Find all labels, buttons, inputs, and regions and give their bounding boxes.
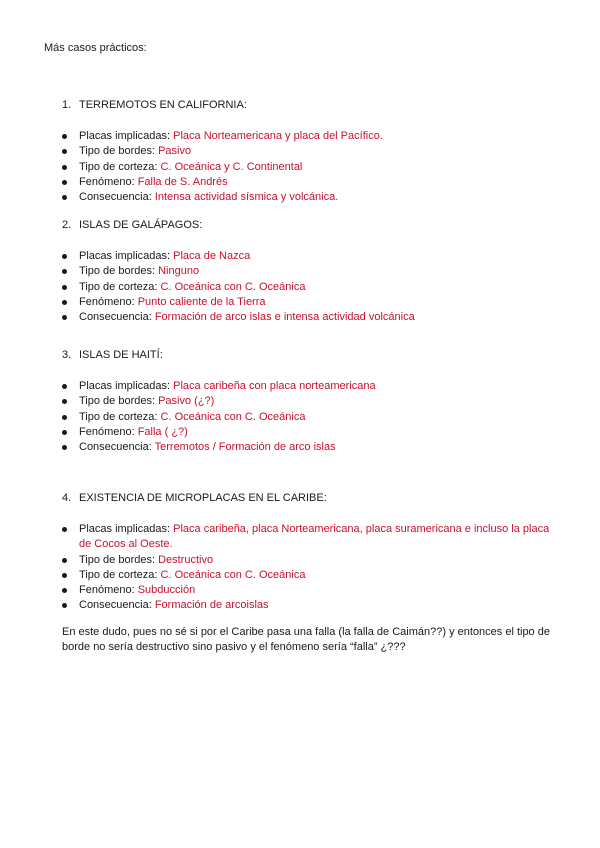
list-item bbox=[62, 310, 562, 325]
list-item bbox=[62, 280, 562, 295]
list-item bbox=[62, 522, 562, 553]
item-value: Placa de Nazca bbox=[173, 250, 251, 262]
bullet-icon bbox=[62, 415, 67, 420]
bullet-icon bbox=[62, 300, 67, 305]
bullet-icon bbox=[62, 269, 67, 274]
item-value: Placa Norteamericana y placa del Pacífico. bbox=[173, 130, 383, 142]
item-list bbox=[62, 129, 562, 205]
list-item bbox=[62, 583, 562, 598]
item-value: C. Oceánica con C. Oceánica bbox=[160, 280, 306, 293]
item-label: Fenómeno: bbox=[79, 425, 138, 438]
item-label: Consecuencia: bbox=[79, 441, 155, 454]
list-item bbox=[62, 264, 562, 279]
bullet-icon bbox=[62, 254, 67, 259]
list-item bbox=[62, 440, 562, 455]
item-value: Destructivo bbox=[158, 553, 214, 566]
bullet-icon bbox=[62, 430, 67, 435]
item-label: Placas implicadas: bbox=[79, 250, 174, 262]
bullet-icon bbox=[62, 149, 67, 154]
item-label: Tipo de bordes: bbox=[79, 395, 159, 408]
item-label: Tipo de corteza: bbox=[79, 280, 161, 293]
section-1 bbox=[62, 98, 562, 205]
section-title-text: EXISTENCIA DE MICROPLACAS EN EL CARIBE: bbox=[79, 492, 327, 504]
item-label: Tipo de corteza: bbox=[79, 410, 161, 423]
item-value: C. Oceánica con C. Oceánica bbox=[160, 568, 306, 581]
item-label: Tipo de bordes: bbox=[79, 265, 159, 278]
item-label: Tipo de corteza: bbox=[79, 160, 161, 173]
bullet-icon bbox=[62, 165, 67, 170]
item-value: Formación de arco islas e intensa actividad volcánica bbox=[154, 311, 415, 324]
bullet-icon bbox=[62, 399, 67, 404]
section-number: 2. bbox=[62, 219, 72, 231]
list-item bbox=[62, 175, 562, 190]
item-value: C. Oceánica con C. Oceánica bbox=[160, 410, 306, 423]
bullet-icon bbox=[62, 134, 67, 139]
list-item bbox=[62, 190, 562, 205]
section-2 bbox=[62, 218, 562, 325]
item-value: Ninguno bbox=[158, 265, 200, 278]
list-item bbox=[62, 249, 562, 264]
list-item bbox=[62, 160, 562, 175]
list-item bbox=[62, 568, 562, 583]
bullet-icon bbox=[62, 285, 67, 290]
item-list bbox=[62, 379, 562, 455]
item-value: C. Oceánica y C. Continental bbox=[160, 160, 303, 173]
item-label: Tipo de corteza: bbox=[79, 568, 161, 581]
list-item bbox=[62, 295, 562, 310]
section-number: 3. bbox=[62, 349, 72, 361]
list-item bbox=[62, 425, 562, 440]
item-label: Placas implicadas: bbox=[79, 523, 174, 535]
item-value: Subducción bbox=[137, 584, 196, 597]
item-value: Terremotos / Formación de arco islas bbox=[154, 441, 336, 454]
list-item bbox=[62, 144, 562, 159]
item-value: Placa caribeña con placa norteamericana bbox=[173, 380, 376, 392]
bullet-icon bbox=[62, 445, 67, 450]
section-4 bbox=[62, 491, 562, 614]
closing-note: En este dudo, pues no sé si por el Caribe pasa una falla (la falla de Caimán??) y entonces el tipo de borde no sería destructivo sino pasivo y el fenómeno sería “falla” ¿??? bbox=[62, 626, 550, 654]
list-item bbox=[62, 394, 562, 409]
section-title-text: ISLAS DE GALÁPAGOS: bbox=[79, 219, 203, 231]
section-3 bbox=[62, 348, 562, 455]
list-item bbox=[62, 410, 562, 425]
bullet-icon bbox=[62, 603, 67, 608]
section-title bbox=[62, 218, 562, 232]
list-item bbox=[62, 598, 562, 613]
bullet-icon bbox=[62, 558, 67, 563]
item-value: Falla ( ¿?) bbox=[137, 425, 188, 438]
bullet-icon bbox=[62, 195, 67, 200]
list-item bbox=[62, 553, 562, 568]
item-label: Tipo de bordes: bbox=[79, 553, 159, 566]
item-value: Pasivo bbox=[158, 145, 192, 158]
item-list bbox=[62, 249, 562, 325]
item-value: Formación de arcoislas bbox=[154, 599, 269, 612]
item-label: Consecuencia: bbox=[79, 599, 155, 612]
item-label: Placas implicadas: bbox=[79, 380, 174, 392]
bullet-icon bbox=[62, 180, 67, 185]
item-list bbox=[62, 522, 562, 614]
item-label: Placas implicadas: bbox=[79, 130, 174, 142]
section-title bbox=[62, 491, 562, 505]
item-label: Fenómeno: bbox=[79, 295, 138, 308]
item-label: Fenómeno: bbox=[79, 584, 138, 597]
section-title bbox=[62, 98, 562, 112]
bullet-icon bbox=[62, 573, 67, 578]
item-label: Tipo de bordes: bbox=[79, 145, 159, 158]
item-value: Intensa actividad sísmica y volcánica. bbox=[154, 191, 339, 204]
section-number: 1. bbox=[62, 99, 72, 111]
list-item bbox=[62, 379, 562, 394]
bullet-icon bbox=[62, 527, 67, 532]
bullet-icon bbox=[62, 588, 67, 593]
item-label: Fenómeno: bbox=[79, 175, 138, 188]
item-value: Placa caribeña, placa Norteamericana, placa suramericana e incluso la placa de Cocos al Oeste. bbox=[79, 523, 550, 551]
item-value: Pasivo (¿?) bbox=[158, 395, 215, 408]
item-label: Consecuencia: bbox=[79, 311, 155, 324]
section-title-text: TERREMOTOS EN CALIFORNIA: bbox=[79, 99, 247, 111]
list-item bbox=[62, 129, 562, 144]
bullet-icon bbox=[62, 384, 67, 389]
bullet-icon bbox=[62, 315, 67, 320]
section-number: 4. bbox=[62, 492, 72, 504]
item-label: Consecuencia: bbox=[79, 191, 155, 204]
intro-heading: Más casos prácticos: bbox=[44, 42, 147, 54]
item-value: Punto caliente de la Tierra bbox=[137, 295, 266, 308]
section-title bbox=[62, 348, 562, 362]
item-value: Falla de S. Andrés bbox=[137, 175, 228, 188]
section-title-text: ISLAS DE HAITÍ: bbox=[79, 349, 163, 361]
